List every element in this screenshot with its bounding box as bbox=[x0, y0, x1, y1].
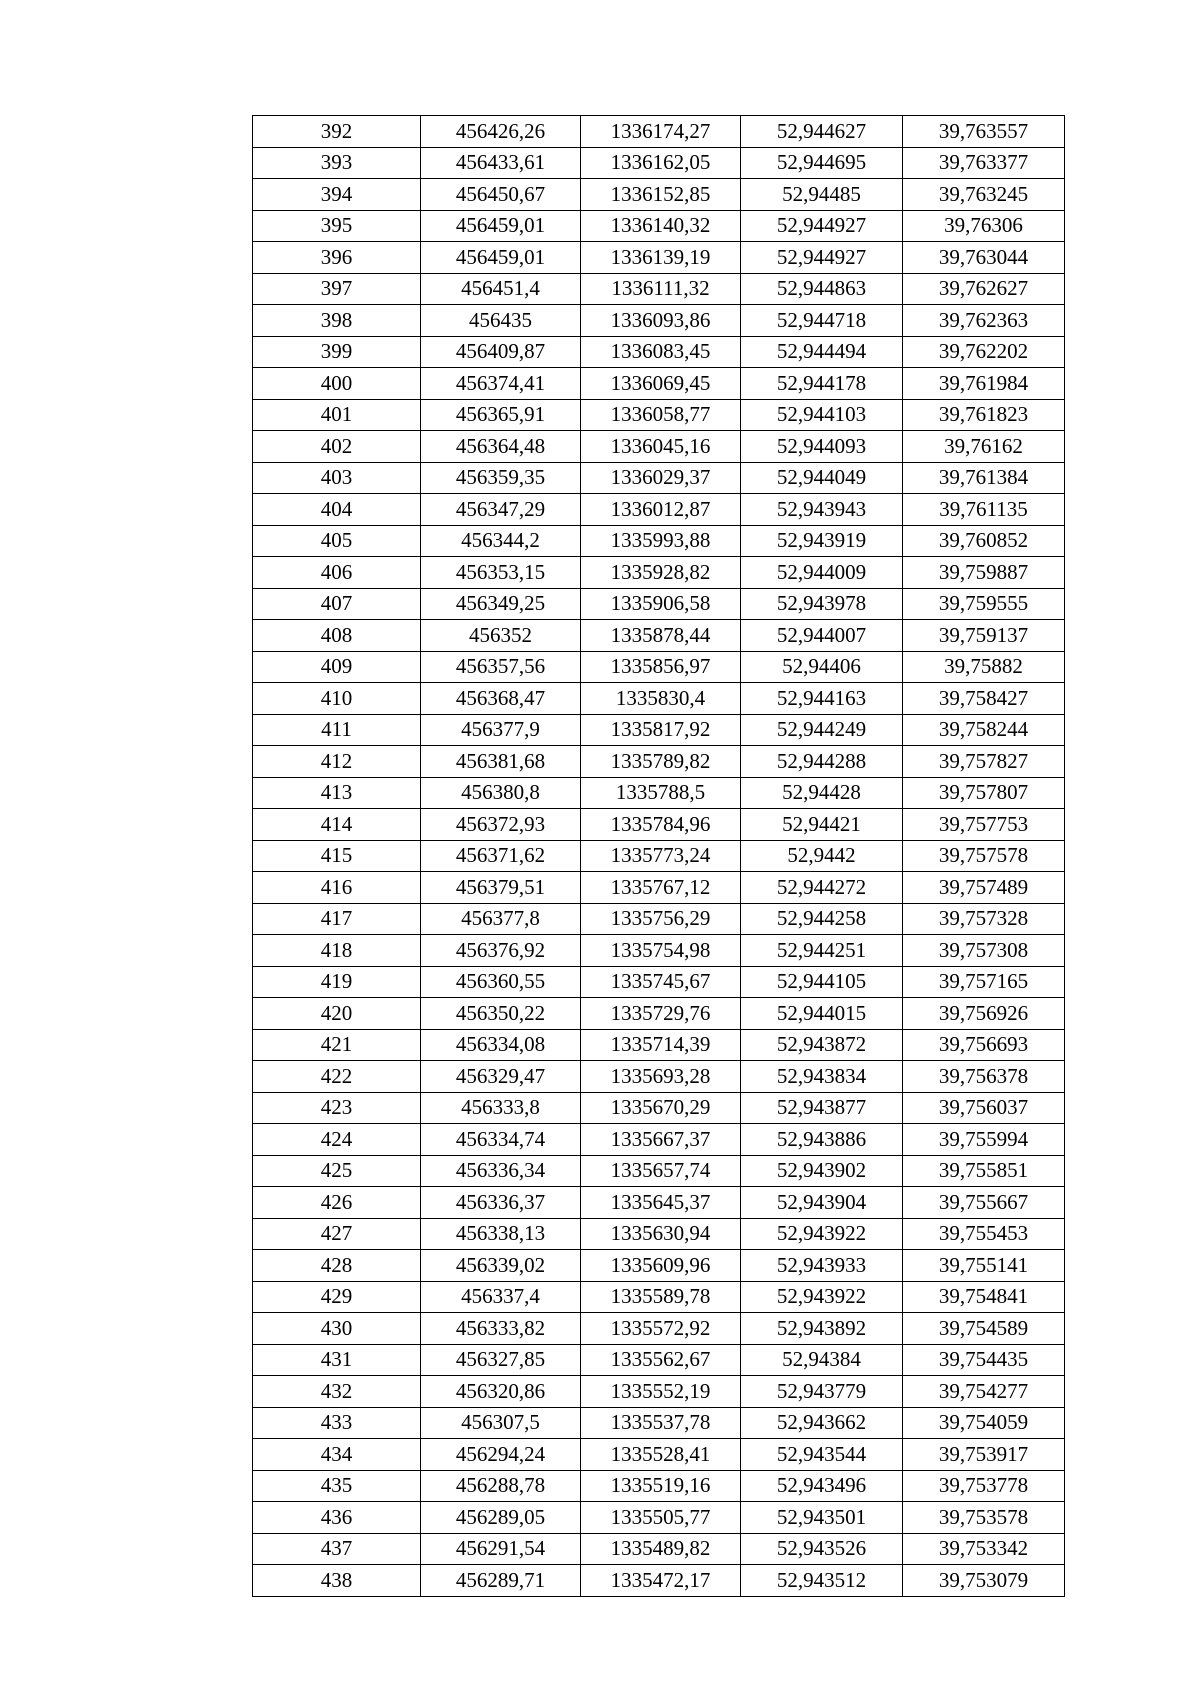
point-number-cell: 402 bbox=[253, 431, 421, 463]
y-coordinate-cell: 1336069,45 bbox=[581, 368, 741, 400]
x-coordinate-cell: 456380,8 bbox=[421, 777, 581, 809]
latitude-cell: 52,943892 bbox=[741, 1313, 903, 1345]
x-coordinate-cell: 456336,37 bbox=[421, 1187, 581, 1219]
point-number-cell: 427 bbox=[253, 1218, 421, 1250]
y-coordinate-cell: 1335830,4 bbox=[581, 683, 741, 715]
x-coordinate-cell: 456289,71 bbox=[421, 1565, 581, 1597]
latitude-cell: 52,943919 bbox=[741, 525, 903, 557]
latitude-cell: 52,944093 bbox=[741, 431, 903, 463]
longitude-cell: 39,757308 bbox=[903, 935, 1065, 967]
latitude-cell: 52,943922 bbox=[741, 1218, 903, 1250]
y-coordinate-cell: 1335906,58 bbox=[581, 588, 741, 620]
table-row bbox=[253, 872, 1065, 904]
longitude-cell: 39,763377 bbox=[903, 147, 1065, 179]
latitude-cell: 52,944258 bbox=[741, 903, 903, 935]
point-number-cell: 392 bbox=[253, 116, 421, 148]
latitude-cell: 52,944249 bbox=[741, 714, 903, 746]
table-row bbox=[253, 210, 1065, 242]
table-row bbox=[253, 651, 1065, 683]
longitude-cell: 39,760852 bbox=[903, 525, 1065, 557]
longitude-cell: 39,76306 bbox=[903, 210, 1065, 242]
point-number-cell: 431 bbox=[253, 1344, 421, 1376]
point-number-cell: 424 bbox=[253, 1124, 421, 1156]
x-coordinate-cell: 456339,02 bbox=[421, 1250, 581, 1282]
point-number-cell: 408 bbox=[253, 620, 421, 652]
point-number-cell: 420 bbox=[253, 998, 421, 1030]
table-row bbox=[253, 1565, 1065, 1597]
coordinates-table bbox=[252, 115, 1065, 1597]
x-coordinate-cell: 456352 bbox=[421, 620, 581, 652]
x-coordinate-cell: 456426,26 bbox=[421, 116, 581, 148]
longitude-cell: 39,753578 bbox=[903, 1502, 1065, 1534]
point-number-cell: 429 bbox=[253, 1281, 421, 1313]
y-coordinate-cell: 1336162,05 bbox=[581, 147, 741, 179]
table-row bbox=[253, 1061, 1065, 1093]
y-coordinate-cell: 1336058,77 bbox=[581, 399, 741, 431]
point-number-cell: 394 bbox=[253, 179, 421, 211]
longitude-cell: 39,753778 bbox=[903, 1470, 1065, 1502]
latitude-cell: 52,943501 bbox=[741, 1502, 903, 1534]
longitude-cell: 39,753342 bbox=[903, 1533, 1065, 1565]
y-coordinate-cell: 1335562,67 bbox=[581, 1344, 741, 1376]
longitude-cell: 39,756378 bbox=[903, 1061, 1065, 1093]
longitude-cell: 39,756037 bbox=[903, 1092, 1065, 1124]
x-coordinate-cell: 456336,34 bbox=[421, 1155, 581, 1187]
y-coordinate-cell: 1336083,45 bbox=[581, 336, 741, 368]
longitude-cell: 39,757165 bbox=[903, 966, 1065, 998]
x-coordinate-cell: 456451,4 bbox=[421, 273, 581, 305]
x-coordinate-cell: 456320,86 bbox=[421, 1376, 581, 1408]
table-row bbox=[253, 399, 1065, 431]
table-row bbox=[253, 1092, 1065, 1124]
x-coordinate-cell: 456289,05 bbox=[421, 1502, 581, 1534]
y-coordinate-cell: 1335729,76 bbox=[581, 998, 741, 1030]
point-number-cell: 398 bbox=[253, 305, 421, 337]
latitude-cell: 52,943877 bbox=[741, 1092, 903, 1124]
longitude-cell: 39,759887 bbox=[903, 557, 1065, 589]
table-row bbox=[253, 116, 1065, 148]
point-number-cell: 421 bbox=[253, 1029, 421, 1061]
table-row bbox=[253, 1124, 1065, 1156]
point-number-cell: 413 bbox=[253, 777, 421, 809]
longitude-cell: 39,755453 bbox=[903, 1218, 1065, 1250]
point-number-cell: 415 bbox=[253, 840, 421, 872]
y-coordinate-cell: 1335756,29 bbox=[581, 903, 741, 935]
x-coordinate-cell: 456459,01 bbox=[421, 242, 581, 274]
latitude-cell: 52,943933 bbox=[741, 1250, 903, 1282]
latitude-cell: 52,944718 bbox=[741, 305, 903, 337]
x-coordinate-cell: 456450,67 bbox=[421, 179, 581, 211]
x-coordinate-cell: 456333,8 bbox=[421, 1092, 581, 1124]
latitude-cell: 52,94485 bbox=[741, 179, 903, 211]
point-number-cell: 422 bbox=[253, 1061, 421, 1093]
point-number-cell: 397 bbox=[253, 273, 421, 305]
y-coordinate-cell: 1335788,5 bbox=[581, 777, 741, 809]
latitude-cell: 52,944009 bbox=[741, 557, 903, 589]
latitude-cell: 52,943779 bbox=[741, 1376, 903, 1408]
y-coordinate-cell: 1336140,32 bbox=[581, 210, 741, 242]
x-coordinate-cell: 456368,47 bbox=[421, 683, 581, 715]
x-coordinate-cell: 456365,91 bbox=[421, 399, 581, 431]
x-coordinate-cell: 456344,2 bbox=[421, 525, 581, 557]
y-coordinate-cell: 1335505,77 bbox=[581, 1502, 741, 1534]
x-coordinate-cell: 456459,01 bbox=[421, 210, 581, 242]
y-coordinate-cell: 1335789,82 bbox=[581, 746, 741, 778]
latitude-cell: 52,944049 bbox=[741, 462, 903, 494]
y-coordinate-cell: 1335489,82 bbox=[581, 1533, 741, 1565]
y-coordinate-cell: 1335928,82 bbox=[581, 557, 741, 589]
latitude-cell: 52,94406 bbox=[741, 651, 903, 683]
x-coordinate-cell: 456379,51 bbox=[421, 872, 581, 904]
y-coordinate-cell: 1335767,12 bbox=[581, 872, 741, 904]
y-coordinate-cell: 1335519,16 bbox=[581, 1470, 741, 1502]
table-row bbox=[253, 1218, 1065, 1250]
longitude-cell: 39,757753 bbox=[903, 809, 1065, 841]
latitude-cell: 52,944251 bbox=[741, 935, 903, 967]
table-row bbox=[253, 525, 1065, 557]
x-coordinate-cell: 456433,61 bbox=[421, 147, 581, 179]
table-row bbox=[253, 494, 1065, 526]
x-coordinate-cell: 456329,47 bbox=[421, 1061, 581, 1093]
point-number-cell: 417 bbox=[253, 903, 421, 935]
x-coordinate-cell: 456435 bbox=[421, 305, 581, 337]
latitude-cell: 52,944272 bbox=[741, 872, 903, 904]
y-coordinate-cell: 1335773,24 bbox=[581, 840, 741, 872]
longitude-cell: 39,761135 bbox=[903, 494, 1065, 526]
longitude-cell: 39,757328 bbox=[903, 903, 1065, 935]
point-number-cell: 414 bbox=[253, 809, 421, 841]
x-coordinate-cell: 456409,87 bbox=[421, 336, 581, 368]
y-coordinate-cell: 1335856,97 bbox=[581, 651, 741, 683]
longitude-cell: 39,763044 bbox=[903, 242, 1065, 274]
x-coordinate-cell: 456337,4 bbox=[421, 1281, 581, 1313]
x-coordinate-cell: 456334,08 bbox=[421, 1029, 581, 1061]
x-coordinate-cell: 456294,24 bbox=[421, 1439, 581, 1471]
latitude-cell: 52,943886 bbox=[741, 1124, 903, 1156]
x-coordinate-cell: 456353,15 bbox=[421, 557, 581, 589]
point-number-cell: 436 bbox=[253, 1502, 421, 1534]
longitude-cell: 39,762202 bbox=[903, 336, 1065, 368]
longitude-cell: 39,762363 bbox=[903, 305, 1065, 337]
table-row bbox=[253, 1155, 1065, 1187]
longitude-cell: 39,755994 bbox=[903, 1124, 1065, 1156]
longitude-cell: 39,761823 bbox=[903, 399, 1065, 431]
table-row bbox=[253, 305, 1065, 337]
x-coordinate-cell: 456334,74 bbox=[421, 1124, 581, 1156]
x-coordinate-cell: 456291,54 bbox=[421, 1533, 581, 1565]
longitude-cell: 39,757489 bbox=[903, 872, 1065, 904]
x-coordinate-cell: 456288,78 bbox=[421, 1470, 581, 1502]
latitude-cell: 52,943544 bbox=[741, 1439, 903, 1471]
latitude-cell: 52,944007 bbox=[741, 620, 903, 652]
y-coordinate-cell: 1335817,92 bbox=[581, 714, 741, 746]
y-coordinate-cell: 1336012,87 bbox=[581, 494, 741, 526]
x-coordinate-cell: 456371,62 bbox=[421, 840, 581, 872]
table-row bbox=[253, 1407, 1065, 1439]
point-number-cell: 406 bbox=[253, 557, 421, 589]
latitude-cell: 52,943662 bbox=[741, 1407, 903, 1439]
table-row bbox=[253, 1533, 1065, 1565]
table-row bbox=[253, 431, 1065, 463]
table-row bbox=[253, 242, 1065, 274]
point-number-cell: 409 bbox=[253, 651, 421, 683]
longitude-cell: 39,755141 bbox=[903, 1250, 1065, 1282]
latitude-cell: 52,94428 bbox=[741, 777, 903, 809]
y-coordinate-cell: 1335645,37 bbox=[581, 1187, 741, 1219]
latitude-cell: 52,943943 bbox=[741, 494, 903, 526]
latitude-cell: 52,944163 bbox=[741, 683, 903, 715]
point-number-cell: 434 bbox=[253, 1439, 421, 1471]
point-number-cell: 416 bbox=[253, 872, 421, 904]
longitude-cell: 39,76162 bbox=[903, 431, 1065, 463]
table-row bbox=[253, 1376, 1065, 1408]
x-coordinate-cell: 456357,56 bbox=[421, 651, 581, 683]
latitude-cell: 52,944288 bbox=[741, 746, 903, 778]
latitude-cell: 52,943904 bbox=[741, 1187, 903, 1219]
x-coordinate-cell: 456372,93 bbox=[421, 809, 581, 841]
y-coordinate-cell: 1335472,17 bbox=[581, 1565, 741, 1597]
y-coordinate-cell: 1336111,32 bbox=[581, 273, 741, 305]
table-row bbox=[253, 1313, 1065, 1345]
longitude-cell: 39,754841 bbox=[903, 1281, 1065, 1313]
table-row bbox=[253, 336, 1065, 368]
latitude-cell: 52,944105 bbox=[741, 966, 903, 998]
y-coordinate-cell: 1335878,44 bbox=[581, 620, 741, 652]
point-number-cell: 395 bbox=[253, 210, 421, 242]
latitude-cell: 52,943872 bbox=[741, 1029, 903, 1061]
x-coordinate-cell: 456381,68 bbox=[421, 746, 581, 778]
latitude-cell: 52,943902 bbox=[741, 1155, 903, 1187]
table-row bbox=[253, 1281, 1065, 1313]
point-number-cell: 393 bbox=[253, 147, 421, 179]
latitude-cell: 52,944103 bbox=[741, 399, 903, 431]
point-number-cell: 418 bbox=[253, 935, 421, 967]
point-number-cell: 403 bbox=[253, 462, 421, 494]
x-coordinate-cell: 456327,85 bbox=[421, 1344, 581, 1376]
point-number-cell: 423 bbox=[253, 1092, 421, 1124]
y-coordinate-cell: 1335609,96 bbox=[581, 1250, 741, 1282]
table-row bbox=[253, 1439, 1065, 1471]
x-coordinate-cell: 456307,5 bbox=[421, 1407, 581, 1439]
latitude-cell: 52,944015 bbox=[741, 998, 903, 1030]
longitude-cell: 39,757807 bbox=[903, 777, 1065, 809]
latitude-cell: 52,943978 bbox=[741, 588, 903, 620]
y-coordinate-cell: 1335784,96 bbox=[581, 809, 741, 841]
table-row bbox=[253, 620, 1065, 652]
table-row bbox=[253, 588, 1065, 620]
latitude-cell: 52,944927 bbox=[741, 242, 903, 274]
y-coordinate-cell: 1335993,88 bbox=[581, 525, 741, 557]
point-number-cell: 428 bbox=[253, 1250, 421, 1282]
y-coordinate-cell: 1335670,29 bbox=[581, 1092, 741, 1124]
y-coordinate-cell: 1335589,78 bbox=[581, 1281, 741, 1313]
y-coordinate-cell: 1336174,27 bbox=[581, 116, 741, 148]
longitude-cell: 39,758244 bbox=[903, 714, 1065, 746]
table-row bbox=[253, 840, 1065, 872]
point-number-cell: 410 bbox=[253, 683, 421, 715]
point-number-cell: 400 bbox=[253, 368, 421, 400]
table-row bbox=[253, 368, 1065, 400]
longitude-cell: 39,757827 bbox=[903, 746, 1065, 778]
point-number-cell: 437 bbox=[253, 1533, 421, 1565]
table-row bbox=[253, 809, 1065, 841]
x-coordinate-cell: 456364,48 bbox=[421, 431, 581, 463]
y-coordinate-cell: 1335745,67 bbox=[581, 966, 741, 998]
point-number-cell: 435 bbox=[253, 1470, 421, 1502]
y-coordinate-cell: 1335693,28 bbox=[581, 1061, 741, 1093]
table-row bbox=[253, 683, 1065, 715]
table-row bbox=[253, 1502, 1065, 1534]
coordinates-table-body bbox=[253, 116, 1065, 1597]
table-row bbox=[253, 1470, 1065, 1502]
table-row bbox=[253, 903, 1065, 935]
y-coordinate-cell: 1336029,37 bbox=[581, 462, 741, 494]
latitude-cell: 52,943526 bbox=[741, 1533, 903, 1565]
x-coordinate-cell: 456374,41 bbox=[421, 368, 581, 400]
point-number-cell: 419 bbox=[253, 966, 421, 998]
point-number-cell: 405 bbox=[253, 525, 421, 557]
y-coordinate-cell: 1335667,37 bbox=[581, 1124, 741, 1156]
longitude-cell: 39,763245 bbox=[903, 179, 1065, 211]
y-coordinate-cell: 1335754,98 bbox=[581, 935, 741, 967]
longitude-cell: 39,75882 bbox=[903, 651, 1065, 683]
point-number-cell: 430 bbox=[253, 1313, 421, 1345]
table-row bbox=[253, 966, 1065, 998]
longitude-cell: 39,756693 bbox=[903, 1029, 1065, 1061]
table-row bbox=[253, 998, 1065, 1030]
x-coordinate-cell: 456333,82 bbox=[421, 1313, 581, 1345]
table-row bbox=[253, 777, 1065, 809]
x-coordinate-cell: 456376,92 bbox=[421, 935, 581, 967]
x-coordinate-cell: 456350,22 bbox=[421, 998, 581, 1030]
x-coordinate-cell: 456377,8 bbox=[421, 903, 581, 935]
table-row bbox=[253, 935, 1065, 967]
table-row bbox=[253, 179, 1065, 211]
latitude-cell: 52,943496 bbox=[741, 1470, 903, 1502]
table-row bbox=[253, 1029, 1065, 1061]
y-coordinate-cell: 1335714,39 bbox=[581, 1029, 741, 1061]
point-number-cell: 399 bbox=[253, 336, 421, 368]
latitude-cell: 52,944494 bbox=[741, 336, 903, 368]
latitude-cell: 52,944627 bbox=[741, 116, 903, 148]
longitude-cell: 39,754059 bbox=[903, 1407, 1065, 1439]
longitude-cell: 39,758427 bbox=[903, 683, 1065, 715]
table-row bbox=[253, 147, 1065, 179]
point-number-cell: 404 bbox=[253, 494, 421, 526]
latitude-cell: 52,943922 bbox=[741, 1281, 903, 1313]
x-coordinate-cell: 456359,35 bbox=[421, 462, 581, 494]
y-coordinate-cell: 1335657,74 bbox=[581, 1155, 741, 1187]
x-coordinate-cell: 456347,29 bbox=[421, 494, 581, 526]
y-coordinate-cell: 1335630,94 bbox=[581, 1218, 741, 1250]
y-coordinate-cell: 1336139,19 bbox=[581, 242, 741, 274]
point-number-cell: 426 bbox=[253, 1187, 421, 1219]
longitude-cell: 39,754589 bbox=[903, 1313, 1065, 1345]
table-row bbox=[253, 462, 1065, 494]
point-number-cell: 425 bbox=[253, 1155, 421, 1187]
latitude-cell: 52,943512 bbox=[741, 1565, 903, 1597]
longitude-cell: 39,759137 bbox=[903, 620, 1065, 652]
x-coordinate-cell: 456349,25 bbox=[421, 588, 581, 620]
longitude-cell: 39,759555 bbox=[903, 588, 1065, 620]
latitude-cell: 52,944695 bbox=[741, 147, 903, 179]
longitude-cell: 39,761384 bbox=[903, 462, 1065, 494]
y-coordinate-cell: 1336093,86 bbox=[581, 305, 741, 337]
table-row bbox=[253, 1250, 1065, 1282]
y-coordinate-cell: 1335552,19 bbox=[581, 1376, 741, 1408]
table-row bbox=[253, 1344, 1065, 1376]
point-number-cell: 396 bbox=[253, 242, 421, 274]
table-row bbox=[253, 714, 1065, 746]
latitude-cell: 52,94384 bbox=[741, 1344, 903, 1376]
table-row bbox=[253, 273, 1065, 305]
y-coordinate-cell: 1336045,16 bbox=[581, 431, 741, 463]
y-coordinate-cell: 1335572,92 bbox=[581, 1313, 741, 1345]
longitude-cell: 39,755667 bbox=[903, 1187, 1065, 1219]
longitude-cell: 39,757578 bbox=[903, 840, 1065, 872]
x-coordinate-cell: 456377,9 bbox=[421, 714, 581, 746]
longitude-cell: 39,763557 bbox=[903, 116, 1065, 148]
point-number-cell: 411 bbox=[253, 714, 421, 746]
point-number-cell: 412 bbox=[253, 746, 421, 778]
longitude-cell: 39,762627 bbox=[903, 273, 1065, 305]
point-number-cell: 433 bbox=[253, 1407, 421, 1439]
y-coordinate-cell: 1335528,41 bbox=[581, 1439, 741, 1471]
y-coordinate-cell: 1335537,78 bbox=[581, 1407, 741, 1439]
point-number-cell: 438 bbox=[253, 1565, 421, 1597]
longitude-cell: 39,753917 bbox=[903, 1439, 1065, 1471]
longitude-cell: 39,754277 bbox=[903, 1376, 1065, 1408]
y-coordinate-cell: 1336152,85 bbox=[581, 179, 741, 211]
longitude-cell: 39,755851 bbox=[903, 1155, 1065, 1187]
latitude-cell: 52,944927 bbox=[741, 210, 903, 242]
latitude-cell: 52,9442 bbox=[741, 840, 903, 872]
latitude-cell: 52,944178 bbox=[741, 368, 903, 400]
longitude-cell: 39,753079 bbox=[903, 1565, 1065, 1597]
table-row bbox=[253, 746, 1065, 778]
table-row bbox=[253, 557, 1065, 589]
latitude-cell: 52,943834 bbox=[741, 1061, 903, 1093]
longitude-cell: 39,754435 bbox=[903, 1344, 1065, 1376]
x-coordinate-cell: 456338,13 bbox=[421, 1218, 581, 1250]
latitude-cell: 52,94421 bbox=[741, 809, 903, 841]
point-number-cell: 407 bbox=[253, 588, 421, 620]
latitude-cell: 52,944863 bbox=[741, 273, 903, 305]
longitude-cell: 39,761984 bbox=[903, 368, 1065, 400]
longitude-cell: 39,756926 bbox=[903, 998, 1065, 1030]
x-coordinate-cell: 456360,55 bbox=[421, 966, 581, 998]
table-row bbox=[253, 1187, 1065, 1219]
point-number-cell: 432 bbox=[253, 1376, 421, 1408]
point-number-cell: 401 bbox=[253, 399, 421, 431]
